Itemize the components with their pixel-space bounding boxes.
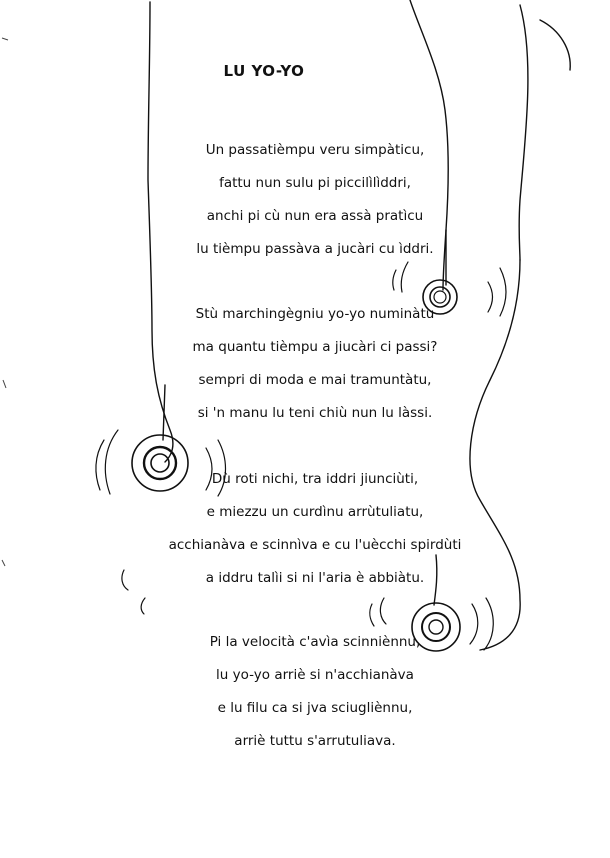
- poem-line: e miezzu un curdìnu arrùtuliatu,: [206, 504, 424, 520]
- poem-line: e lu filu ca si jva sciugliènnu,: [217, 700, 413, 716]
- poem-line: ma quantu tièmpu a jiucàri ci passi?: [192, 339, 438, 355]
- stanza: [150, 626, 480, 758]
- poem-line: fattu nun sulu pi piccilìlìddri,: [219, 175, 411, 191]
- poem-line: acchianàva e scinnìva e cu l'uècchi spirdùti: [168, 537, 462, 553]
- poem-line: Stù marchingègniu yo-yo numinàtu: [195, 306, 435, 322]
- stanza: [150, 298, 480, 430]
- poem-line: Pi la velocità c'avìa scinniènnu,: [209, 634, 421, 650]
- poem-line: a iddru talìi si ni l'aria è abbiàtu.: [205, 570, 425, 586]
- stanza: [150, 134, 480, 266]
- poem-line: lu yo-yo arriè si n'acchianàva: [216, 667, 414, 683]
- poem-line: si 'n manu lu teni chiù nun lu làssi.: [197, 405, 433, 421]
- string-icon: [540, 20, 570, 70]
- stanza: [150, 463, 480, 595]
- poem-line: lu tièmpu passàva a jucàri cu ìddri.: [196, 241, 434, 257]
- poem-line: anchi pi cù nun era assà pratìcu: [206, 208, 424, 224]
- poem-line: sempri di moda e mai tramuntàtu,: [198, 372, 432, 388]
- string-icon: [519, 5, 528, 260]
- poem-line: Un passatièmpu veru simpàticu,: [205, 142, 425, 158]
- poem-line: arriè tuttu s'arrutuliava.: [234, 733, 396, 749]
- poem-line: Dù roti nichi, tra iddri jiunciùti,: [211, 471, 419, 487]
- poem-title: LU YO-YO: [223, 62, 305, 80]
